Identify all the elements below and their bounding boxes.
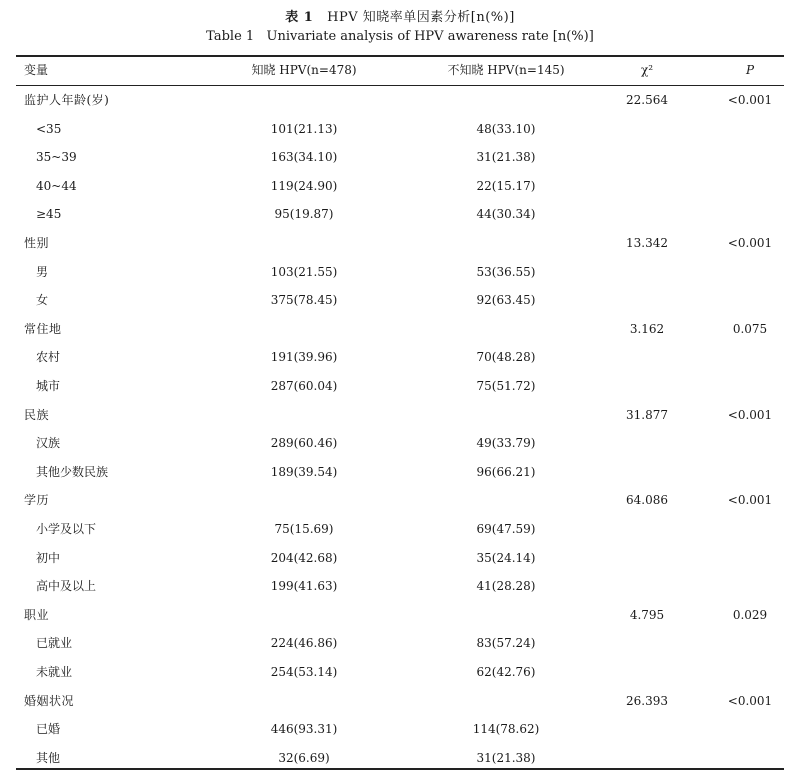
header-variable: 变量 <box>24 63 49 77</box>
table-row <box>16 715 784 744</box>
row-unaware-count: 69(47.59) <box>476 522 536 536</box>
table-row <box>16 286 784 315</box>
table-row <box>16 515 784 544</box>
row-p-value: <0.001 <box>727 93 773 107</box>
row-aware-count: 95(19.87) <box>274 207 334 222</box>
row-variable: 学历 <box>24 493 50 508</box>
row-p-value: <0.001 <box>727 693 773 708</box>
row-variable: 职业 <box>24 607 50 622</box>
row-variable: 汉族 <box>36 436 61 451</box>
row-unaware-count: 31(21.38) <box>476 150 536 165</box>
row-aware-count: 375(78.45) <box>270 293 338 308</box>
row-unaware-count: 44(30.34) <box>476 207 536 222</box>
table-row <box>16 200 784 229</box>
row-variable: <35 <box>36 121 62 136</box>
row-aware-count: 103(21.55) <box>270 264 338 279</box>
table-row <box>16 658 784 687</box>
row-variable: 未就业 <box>36 665 73 679</box>
row-chi-square: 31.877 <box>626 407 668 422</box>
table-row <box>16 429 784 458</box>
table-row <box>16 143 784 172</box>
row-unaware-count: 22(15.17) <box>476 178 536 193</box>
row-variable: 女 <box>36 293 49 308</box>
row-aware-count: 191(39.96) <box>270 350 338 365</box>
row-variable: 常住地 <box>24 321 62 336</box>
table-row <box>16 629 784 658</box>
row-unaware-count: 31(21.38) <box>476 750 536 765</box>
row-p-value: <0.001 <box>727 407 773 422</box>
row-variable: 民族 <box>24 407 50 422</box>
row-p-value: 0.075 <box>732 321 768 336</box>
table-row <box>16 372 784 401</box>
row-chi-square: 22.564 <box>626 93 668 107</box>
table-header <box>16 56 784 85</box>
row-aware-count: 119(24.90) <box>270 178 338 193</box>
row-aware-count: 254(53.14) <box>270 665 338 679</box>
row-chi-square: 26.393 <box>626 693 668 708</box>
row-variable: 高中及以上 <box>36 579 97 594</box>
row-aware-count: 287(60.04) <box>270 379 338 393</box>
table-row <box>16 258 784 287</box>
row-p-value: <0.001 <box>727 236 773 250</box>
table-group-row <box>16 601 784 630</box>
row-variable: 婚姻状况 <box>24 693 75 708</box>
row-unaware-count: 114(78.62) <box>472 722 540 737</box>
row-aware-count: 289(60.46) <box>270 436 338 451</box>
row-aware-count: 189(39.54) <box>270 464 338 479</box>
row-aware-count: 224(46.86) <box>270 636 338 651</box>
table-title-cn <box>0 6 800 25</box>
row-variable: 性别 <box>24 236 50 250</box>
row-variable: 小学及以下 <box>36 522 97 536</box>
row-variable: 已就业 <box>36 636 73 651</box>
table-group-row <box>16 401 784 430</box>
table-group-row <box>16 229 784 258</box>
row-aware-count: 204(42.68) <box>270 550 338 565</box>
row-aware-count: 32(6.69) <box>278 750 330 765</box>
header-chi-square: χ² <box>640 63 654 77</box>
header-unaware: 不知晓 HPV(n=145) <box>447 63 565 77</box>
row-unaware-count: 96(66.21) <box>476 464 536 479</box>
row-chi-square: 3.162 <box>629 321 665 336</box>
row-unaware-count: 35(24.14) <box>476 550 536 565</box>
row-unaware-count: 49(33.79) <box>476 436 536 451</box>
table-title-text: HPV 知晓率单因素分析[n(%)] <box>327 10 515 25</box>
row-unaware-count: 83(57.24) <box>476 636 536 651</box>
row-aware-count: 163(34.10) <box>270 150 338 165</box>
row-variable: 监护人年龄(岁) <box>24 93 110 107</box>
row-variable: 其他少数民族 <box>36 464 109 479</box>
row-unaware-count: 70(48.28) <box>476 350 536 365</box>
row-variable: 初中 <box>36 550 61 565</box>
row-chi-square: 13.342 <box>626 236 668 250</box>
row-unaware-count: 48(33.10) <box>476 121 536 136</box>
table-row <box>16 115 784 144</box>
table-row <box>16 544 784 573</box>
row-variable: 其他 <box>36 750 61 765</box>
table-label: 表 1 <box>285 10 314 25</box>
table-group-row <box>16 86 784 115</box>
row-p-value: 0.029 <box>732 607 768 622</box>
table-group-row <box>16 315 784 344</box>
table-row <box>16 572 784 601</box>
row-unaware-count: 92(63.45) <box>476 293 536 308</box>
row-aware-count: 446(93.31) <box>270 722 338 737</box>
table-title-en: Table 1 Univariate analysis of HPV awareness rate [n(%)] <box>206 29 594 44</box>
table-row <box>16 172 784 201</box>
row-unaware-count: 62(42.76) <box>476 665 536 679</box>
row-variable: 40~44 <box>36 178 77 193</box>
row-p-value: <0.001 <box>727 493 773 508</box>
row-variable: 城市 <box>36 379 61 393</box>
header-p-value: P <box>745 63 755 77</box>
row-unaware-count: 75(51.72) <box>476 379 536 393</box>
bottom-rule <box>16 768 784 770</box>
row-unaware-count: 53(36.55) <box>476 264 536 279</box>
row-unaware-count: 41(28.28) <box>476 579 536 594</box>
row-aware-count: 199(41.63) <box>270 579 338 594</box>
row-variable: 35~39 <box>36 150 77 165</box>
row-chi-square: 4.795 <box>629 607 665 622</box>
row-variable: ≥45 <box>36 207 62 222</box>
table-row <box>16 458 784 487</box>
header-aware: 知晓 HPV(n=478) <box>251 63 357 77</box>
table-group-row <box>16 687 784 716</box>
row-variable: 已婚 <box>36 722 61 737</box>
row-variable: 农村 <box>36 350 61 365</box>
row-aware-count: 75(15.69) <box>274 522 334 536</box>
row-variable: 男 <box>36 264 49 279</box>
row-chi-square: 64.086 <box>626 493 668 508</box>
table-row <box>16 343 784 372</box>
table-group-row <box>16 486 784 515</box>
row-aware-count: 101(21.13) <box>270 121 338 136</box>
